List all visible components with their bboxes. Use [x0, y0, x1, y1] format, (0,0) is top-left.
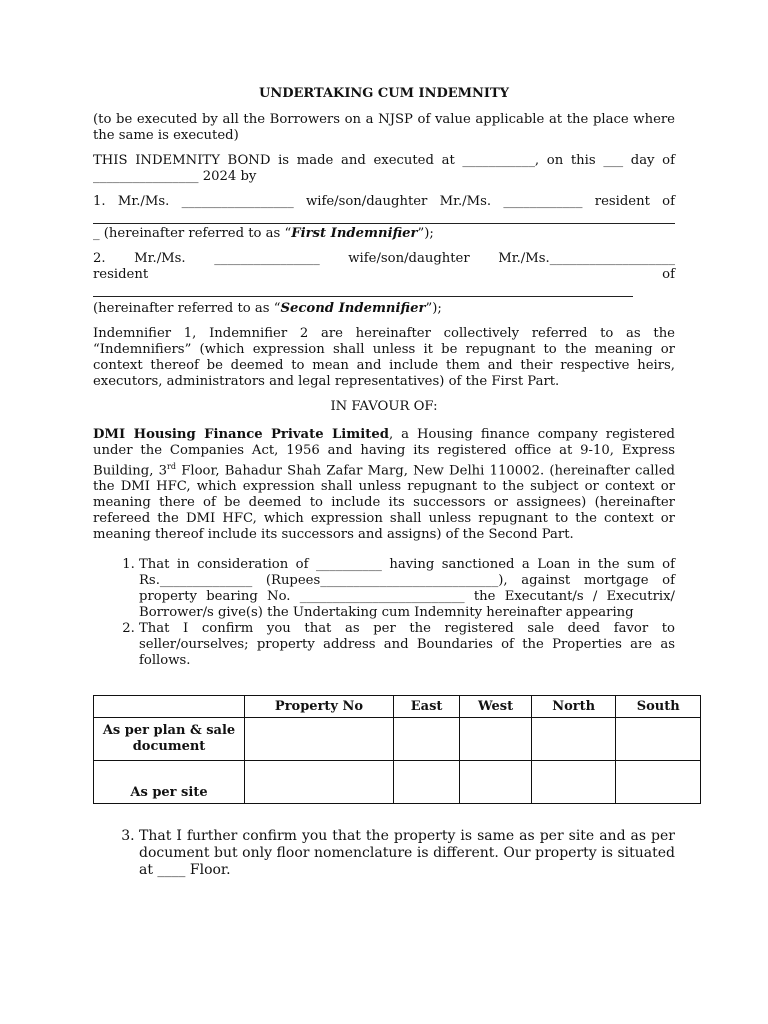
in-favour-heading: IN FAVOUR OF:	[330, 399, 438, 414]
first-indemnifier-label: First Indemnifier	[291, 226, 418, 241]
boundaries-table	[93, 695, 701, 804]
indemnifier-2-line	[93, 251, 675, 267]
ref-prefix: (hereinafter referred to as “	[93, 301, 281, 316]
company-name: DMI Housing Finance Private Limited	[93, 427, 389, 442]
table-cell	[394, 718, 460, 761]
company-paragraph	[93, 427, 675, 543]
header-cell	[94, 696, 245, 718]
table-cell	[245, 718, 394, 761]
table-cell	[460, 761, 532, 804]
indemnifier-1-line: 1. Mr./Ms. _________________ wife/son/daughter Mr./Ms. ____________ resident of	[93, 194, 675, 209]
clause-3: 3. That I further confirm you that the property is same as per site and as per document but only floor nomenclature is different. Our property is situated at ____ Floor.	[139, 828, 675, 879]
table-cell	[616, 718, 701, 761]
ind2-part: ________________	[214, 251, 320, 266]
clause-2: 2. That I confirm you that as per the registered sale deed favor to seller/ourselves; property address and Boundaries of the Properties are as follows.	[139, 621, 675, 669]
header-cell: West	[460, 696, 532, 718]
second-indemnifier-label: Second Indemnifier	[280, 301, 426, 316]
bond-line-1: THIS INDEMNITY BOND is made and executed at ___________, on this ___ day of	[93, 153, 675, 168]
indemnifier-1-ref	[93, 226, 675, 242]
bond-clause	[93, 153, 675, 185]
indemnifier-1	[93, 194, 675, 242]
indemnifier-2	[93, 251, 675, 317]
ind2-part: wife/son/daughter	[348, 251, 470, 266]
row-label: As per plan & sale document	[94, 718, 245, 761]
ref-prefix: _ (hereinafter referred to as “	[93, 226, 292, 241]
indemnifier-2-ref	[93, 301, 675, 317]
document-title: UNDERTAKING CUM INDEMNITY	[259, 86, 509, 101]
table-cell	[394, 761, 460, 804]
company-text-2: Floor, Bahadur Shah Zafar Marg, New Delhi 110002. (hereinafter called the DMI HFC, which expression shall unless repugnant to the subject or context or meaning there of be deemed to include its successors or assignees) (hereinafter refereed the DMI HFC, which expression shall unless repugnant to the context or meaning thereof include its successors and assigns) of the Second Part.	[93, 463, 675, 543]
table-row	[94, 761, 701, 804]
row-label: As per site	[94, 761, 245, 804]
company-sup: rd	[167, 462, 176, 471]
indemnifiers-paragraph: Indemnifier 1, Indemnifier 2 are hereinafter collectively referred to as the “Indemnifiers” (which expression shall unless it be repugnant to the meaning or context thereof be deemed to mean and include them and their respective heirs, executors, administrators and legal representatives) of the First Part.	[93, 326, 675, 389]
resident-word: resident	[93, 267, 149, 282]
table-cell	[460, 718, 532, 761]
ind2-part: 2.	[93, 251, 106, 266]
clauses-list	[93, 557, 675, 669]
table-cell	[616, 761, 701, 804]
header-cell: Property No	[245, 696, 394, 718]
header-cell: North	[531, 696, 615, 718]
clauses-list-continued	[93, 828, 675, 879]
ref-suffix: ”);	[425, 301, 442, 316]
header-cell: South	[616, 696, 701, 718]
ref-suffix: ”);	[417, 226, 434, 241]
table-header-row	[94, 696, 701, 718]
table-cell	[531, 761, 615, 804]
table-cell	[531, 718, 615, 761]
ind2-part: Mr./Ms.___________________	[498, 251, 675, 266]
clause-1: 1. That in consideration of __________ having sanctioned a Loan in the sum of Rs.______________ (Rupees___________________________), against mortgage of property bearing No. _________________________ the Executant/s / Executrix/ Borrower/s give(s) the Undertaking cum Indemnity hereinafter appearing	[139, 557, 675, 621]
table-cell	[245, 761, 394, 804]
ind2-part: Mr./Ms.	[134, 251, 186, 266]
blank-line	[93, 208, 675, 224]
of-word: of	[662, 267, 675, 282]
header-cell: East	[394, 696, 460, 718]
company-text-1: , a Housing finance company registered under the Companies Act, 1956 and having its registered office at 9-10, Express Building, 3	[93, 427, 675, 479]
blank-line	[93, 281, 633, 297]
table-row	[94, 718, 701, 761]
bond-line-2: ________________ 2024 by	[93, 169, 257, 184]
intro-note: (to be executed by all the Borrowers on a NJSP of value applicable at the place where the same is executed)	[93, 112, 675, 143]
